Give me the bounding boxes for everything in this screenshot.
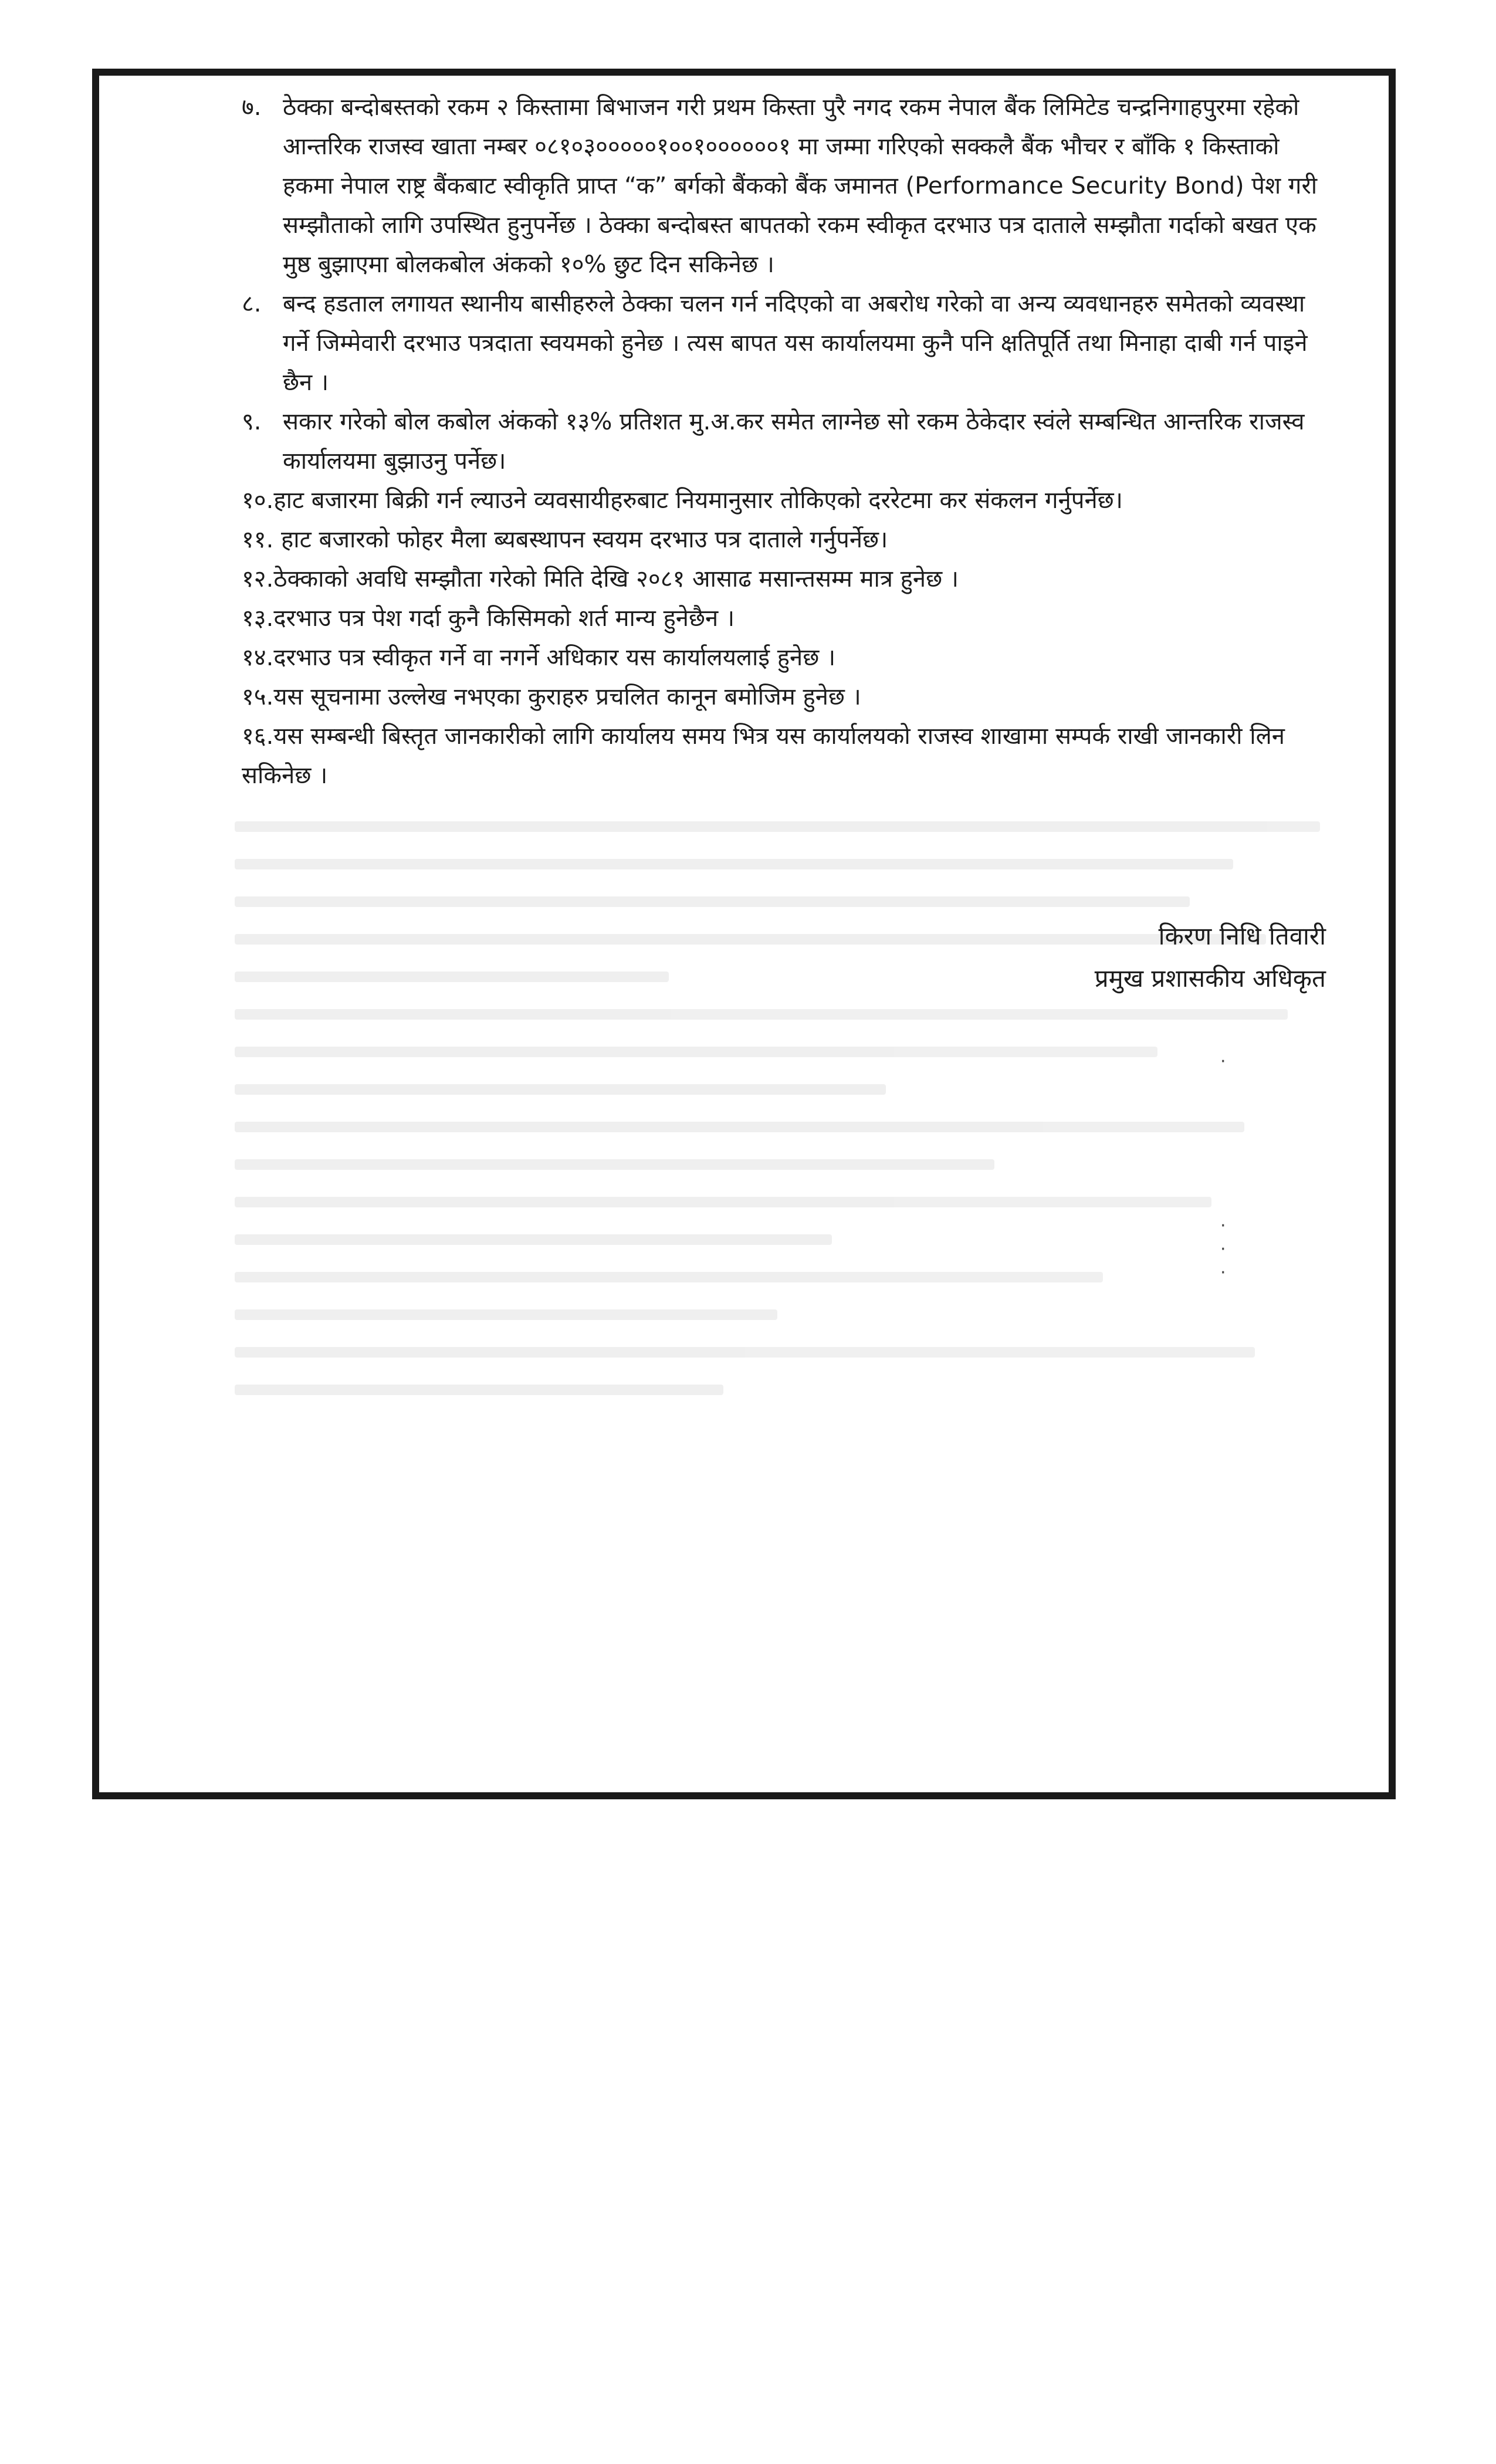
clause-text: सकार गरेको बोल कबोल अंकको १३% प्रतिशत मु.अ.कर समेत लाग्नेछ सो रकम ठेकेदार स्वंले सम्बन्धित आन्तरिक राजस्व कार्यालयमा बुझाउनु पर्नेछ। <box>283 408 1305 475</box>
clause-number: १०. <box>242 487 274 514</box>
clause-text: ठेक्का बन्दोबस्तको रकम २ किस्तामा बिभाजन गरी प्रथम किस्ता पुरै नगद रकम नेपाल बैंक लिमिटेड चन्द्रनिगाहपुरमा रहेको आन्तरिक राजस्व खाता नम्बर ०८१०३०००००१००१००००००१ मा जम्मा गरिएको सक्कलै बैंक भौचर र बाँकि १ किस्ताको हकमा नेपाल राष्ट्र बैंकबाट स्वीकृति प्राप्त “क” बर्गको बैंकको बैंक जमानत (Performance Security Bond) पेश गरी सम्झौताको लागि उपस्थित हुनुपर्नेछ । ठेक्का बन्दोबस्त बापतको रकम स्वीकृत दरभाउ पत्र दाताले सम्झौता गर्दाको बखत एक मुष्ठ बुझाएमा बोलकबोल अंकको १०% छुट दिन सकिनेछ । <box>283 94 1318 278</box>
clause-number: १४. <box>242 644 274 671</box>
scan-specks: · · · · <box>1220 1051 1226 1283</box>
clause-number: ९. <box>242 408 262 435</box>
clause-12 <box>242 560 1321 599</box>
clause-11 <box>242 520 1321 560</box>
clause-text: दरभाउ पत्र स्वीकृत गर्ने वा नगर्ने अधिकार यस कार्यालयलाई हुनेछ । <box>273 644 836 671</box>
clause-text: दरभाउ पत्र पेश गर्दा कुनै किसिमको शर्त मान्य हुनेछैन । <box>273 605 735 632</box>
clause-7 <box>242 88 1321 285</box>
clause-text: यस सम्बन्धी बिस्तृत जानकारीको लागि कार्यालय समय भित्र यस कार्यालयको राजस्व शाखामा सम्पर्क राखी जानकारी लिन सकिनेछ । <box>242 723 1285 789</box>
clause-13 <box>242 599 1321 638</box>
signatory-title: प्रमुख प्रशासकीय अधिकृत <box>1094 964 1326 993</box>
clause-text: यस सूचनामा उल्लेख नभएका कुराहरु प्रचलित कानून बमोजिम हुनेछ । <box>273 683 861 710</box>
signatory-name: किरण निधि तिवारी <box>1158 922 1326 950</box>
clause-text: हाट बजारमा बिक्री गर्न ल्याउने व्यवसायीहरुबाट नियमानुसार तोकिएको दररेटमा कर संकलन गर्नुपर्नेछ। <box>273 487 1123 514</box>
clause-8 <box>242 285 1321 402</box>
signature-block <box>997 915 1326 1000</box>
clause-number: १३. <box>242 605 274 632</box>
clause-9 <box>242 402 1321 481</box>
clause-16 <box>242 717 1321 796</box>
clause-14 <box>242 638 1321 678</box>
clause-15 <box>242 678 1321 717</box>
clause-number: ७. <box>242 94 262 121</box>
clause-text: बन्द हडताल लगायत स्थानीय बासीहरुले ठेक्का चलन गर्न नदिएको वा अबरोध गरेको वा अन्य व्यवधानहरु समेतको व्यवस्था गर्ने जिम्मेवारी दरभाउ पत्रदाता स्वयमको हुनेछ । त्यस बापत यस कार्यालयमा कुनै पनि क्षतिपूर्ति तथा मिनाहा दाबी गर्न पाइने छैन । <box>283 290 1308 396</box>
clause-number: १६. <box>242 723 274 750</box>
clause-number: ११. <box>242 526 274 553</box>
clause-10 <box>242 481 1321 520</box>
conditions-list <box>242 88 1321 796</box>
clause-text: हाट बजारको फोहर मैला ब्यबस्थापन स्वयम दरभाउ पत्र दाताले गर्नुपर्नेछ। <box>281 526 888 553</box>
clause-text: ठेक्काको अवधि सम्झौता गरेको मिति देखि २०८१ आसाढ मसान्तसम्म मात्र हुनेछ । <box>273 566 959 593</box>
clause-number: १२. <box>242 566 274 593</box>
clause-number: १५. <box>242 683 274 710</box>
clause-number: ८. <box>242 290 262 317</box>
